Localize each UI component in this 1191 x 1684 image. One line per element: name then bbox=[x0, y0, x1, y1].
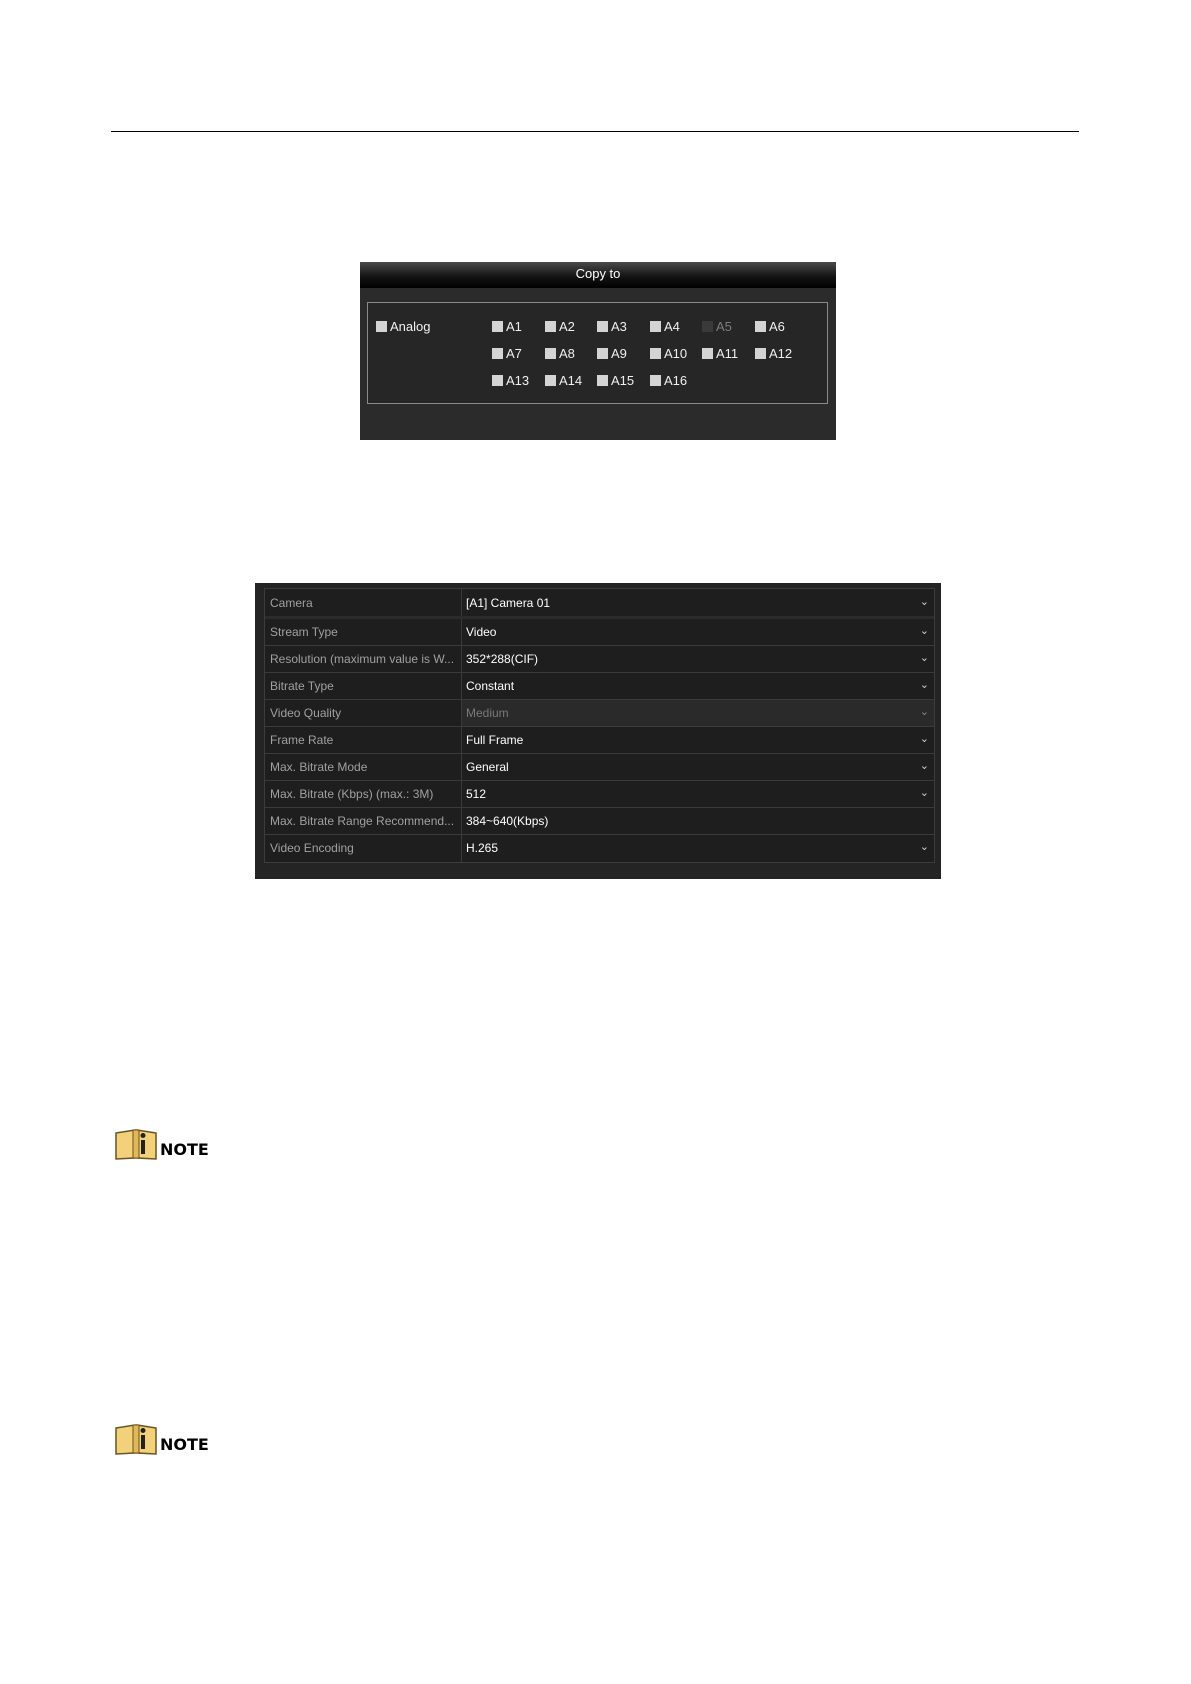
settings-row-video-encoding bbox=[265, 835, 934, 862]
row-label: Video Quality bbox=[265, 700, 462, 726]
channel-checkbox-a14[interactable] bbox=[545, 373, 582, 388]
channel-checkbox-a3[interactable] bbox=[597, 319, 627, 334]
checkbox-square bbox=[650, 321, 661, 332]
checkbox-label: A1 bbox=[506, 319, 522, 334]
settings-row-max-bitrate bbox=[265, 781, 934, 808]
select-value: 512 bbox=[466, 787, 487, 801]
checkbox-square bbox=[545, 375, 556, 386]
chevron-down-icon: ⌄ bbox=[919, 760, 929, 772]
select-value: [A1] Camera 01 bbox=[466, 596, 551, 610]
chevron-down-icon: ⌄ bbox=[919, 733, 929, 745]
channel-checkbox-a10[interactable] bbox=[650, 346, 687, 361]
channel-checkbox-a7[interactable] bbox=[492, 346, 522, 361]
row-label: Bitrate Type bbox=[265, 673, 462, 699]
checkbox-square bbox=[755, 321, 766, 332]
channel-checkbox-a9[interactable] bbox=[597, 346, 627, 361]
checkbox-label: A8 bbox=[559, 346, 575, 361]
checkbox-label: A7 bbox=[506, 346, 522, 361]
checkbox-label: A4 bbox=[664, 319, 680, 334]
settings-row-frame-rate bbox=[265, 727, 934, 754]
checkbox-label: A2 bbox=[559, 319, 575, 334]
row-label: Max. Bitrate Range Recommend... bbox=[265, 808, 462, 834]
note-badge bbox=[115, 1128, 209, 1160]
checkbox-square bbox=[597, 375, 608, 386]
channel-checkbox-a6[interactable] bbox=[755, 319, 785, 334]
row-label: Video Encoding bbox=[265, 835, 462, 862]
checkbox-label: A11 bbox=[716, 346, 739, 361]
select-value: Full Frame bbox=[466, 733, 524, 747]
settings-row-bitrate-type bbox=[265, 673, 934, 700]
note-badge bbox=[115, 1423, 209, 1455]
camera-select[interactable] bbox=[462, 589, 934, 616]
analog-checkbox[interactable] bbox=[376, 319, 430, 334]
select-value: H.265 bbox=[466, 841, 499, 855]
checkbox-label: Analog bbox=[390, 319, 431, 334]
checkbox-label: A10 bbox=[664, 346, 688, 361]
checkbox-square bbox=[702, 321, 713, 332]
max-bitrate-mode-select[interactable] bbox=[462, 754, 934, 780]
chevron-down-icon: ⌄ bbox=[919, 596, 929, 608]
chevron-down-icon: ⌄ bbox=[919, 679, 929, 691]
checkbox-square bbox=[492, 348, 503, 359]
row-label: Stream Type bbox=[265, 619, 462, 645]
checkbox-square bbox=[702, 348, 713, 359]
frame-rate-select[interactable] bbox=[462, 727, 934, 753]
settings-table bbox=[264, 588, 935, 863]
resolution-select[interactable] bbox=[462, 646, 934, 672]
checkbox-label: A13 bbox=[506, 373, 530, 388]
checkbox-square bbox=[597, 348, 608, 359]
max-bitrate-select[interactable] bbox=[462, 781, 934, 807]
stream-type-select[interactable] bbox=[462, 619, 934, 645]
checkbox-square bbox=[755, 348, 766, 359]
channel-checkbox-a12[interactable] bbox=[755, 346, 792, 361]
channel-checkbox-a1[interactable] bbox=[492, 319, 522, 334]
info-book-icon bbox=[115, 1423, 157, 1455]
encoding-settings-panel bbox=[255, 583, 941, 879]
select-value: Medium bbox=[466, 706, 509, 720]
select-value: Video bbox=[466, 625, 497, 639]
dialog-title: Copy to bbox=[360, 262, 836, 288]
chevron-down-icon: ⌄ bbox=[919, 652, 929, 664]
checkbox-label: A14 bbox=[559, 373, 583, 388]
select-value: Constant bbox=[466, 679, 515, 693]
checkbox-label: A15 bbox=[611, 373, 635, 388]
channel-checkbox-a5 bbox=[702, 319, 732, 334]
channel-selection-box bbox=[367, 302, 828, 404]
checkbox-label: A6 bbox=[769, 319, 785, 334]
settings-row-stream-type bbox=[265, 619, 934, 646]
row-label: Camera bbox=[265, 589, 462, 616]
chevron-down-icon: ⌄ bbox=[919, 625, 929, 637]
checkbox-square bbox=[597, 321, 608, 332]
channel-checkbox-a13[interactable] bbox=[492, 373, 529, 388]
video-quality-select bbox=[462, 700, 934, 726]
checkbox-square bbox=[376, 321, 387, 332]
note-label: NOTE bbox=[160, 1140, 209, 1159]
channel-checkbox-a4[interactable] bbox=[650, 319, 680, 334]
bitrate-range-value: 384~640(Kbps) bbox=[466, 814, 549, 828]
channel-checkbox-a2[interactable] bbox=[545, 319, 575, 334]
checkbox-square bbox=[650, 375, 661, 386]
select-value: General bbox=[466, 760, 509, 774]
copy-to-dialog bbox=[360, 262, 836, 440]
channel-checkbox-a11[interactable] bbox=[702, 346, 738, 361]
checkbox-label: A5 bbox=[716, 319, 732, 334]
row-label: Max. Bitrate (Kbps) (max.: 3M) bbox=[265, 781, 462, 807]
row-label: Frame Rate bbox=[265, 727, 462, 753]
row-label: Max. Bitrate Mode bbox=[265, 754, 462, 780]
chevron-down-icon: ⌄ bbox=[919, 787, 929, 799]
checkbox-square bbox=[492, 375, 503, 386]
checkbox-square bbox=[545, 348, 556, 359]
settings-row-bitrate-range bbox=[265, 808, 934, 835]
bitrate-type-select[interactable] bbox=[462, 673, 934, 699]
select-value: 352*288(CIF) bbox=[466, 652, 539, 666]
chevron-down-icon: ⌄ bbox=[919, 706, 929, 718]
channel-checkbox-a16[interactable] bbox=[650, 373, 687, 388]
checkbox-square bbox=[650, 348, 661, 359]
settings-row-max-bitrate-mode bbox=[265, 754, 934, 781]
checkbox-label: A9 bbox=[611, 346, 627, 361]
checkbox-label: A3 bbox=[611, 319, 627, 334]
channel-checkbox-a8[interactable] bbox=[545, 346, 575, 361]
video-encoding-select[interactable] bbox=[462, 835, 934, 862]
info-book-icon bbox=[115, 1128, 157, 1160]
settings-row-resolution bbox=[265, 646, 934, 673]
row-label: Resolution (maximum value is W... bbox=[265, 646, 462, 672]
channel-checkbox-a15[interactable] bbox=[597, 373, 634, 388]
checkbox-label: A12 bbox=[769, 346, 793, 361]
header-rule bbox=[111, 131, 1079, 132]
chevron-down-icon: ⌄ bbox=[919, 841, 929, 853]
checkbox-square bbox=[492, 321, 503, 332]
checkbox-label: A16 bbox=[664, 373, 688, 388]
settings-row-camera bbox=[265, 589, 934, 619]
note-label: NOTE bbox=[160, 1435, 209, 1454]
settings-row-video-quality bbox=[265, 700, 934, 727]
checkbox-square bbox=[545, 321, 556, 332]
